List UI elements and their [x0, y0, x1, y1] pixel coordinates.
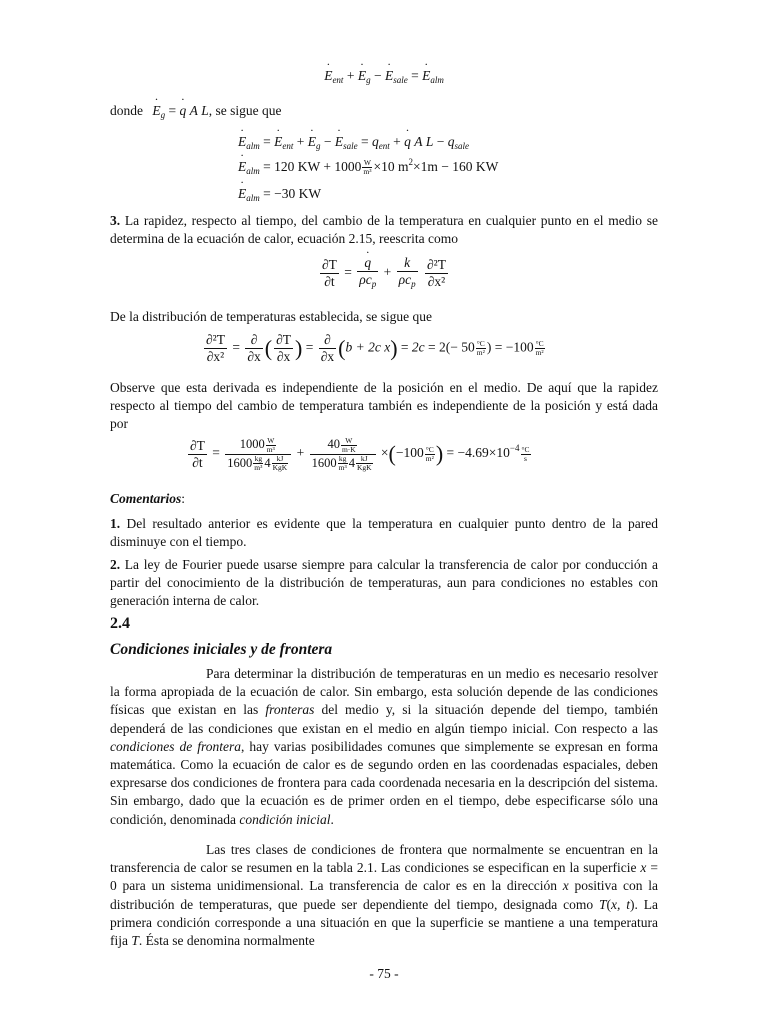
equation-alm-1: · $E_{alm}$ = · $E_{ent}$ + · $E_g$ − · $E_{sale} = q_{ent}$ + · q A $L - q_{sale}$: [238, 134, 469, 151]
comment-2: 2. La ley de Fourier puede usarse siempre para calcular la transferencia de calor por conducción a partir del conocimiento de la distribución de temperaturas, aun para condiciones no estables con generación interna de calor.: [110, 557, 658, 609]
section-title: Condiciones iniciales y de frontera: [110, 641, 333, 658]
equation-second-derivative: $\frac{\text{∂²T}}{\text{∂x²}}$ = $\frac{\partial}{\partial x}$ ( $\frac{\partial T}{\partial x}$ ) = $\frac{\partial}{\partial x}$ (b + 2c x) = 2c = 2(− 50 $\frac{^\circ C}{\text{m²}}$ ) = −100 $\frac{^\circ C}{\text{m²}}$: [206, 332, 544, 364]
paragraph-conditions-1: Para determinar la distribución de temperaturas en un medio es necesario resolver la forma apropiada de la ecuación de calor. Sin embargo, esta solución depende de las condiciones físicas que existan en las fronteras del medio y, si la situación depende del tiempo, también dependerá de las condiciones que existan en el medio en algún tiempo inicial. Con respecto a las condiciones de frontera, hay varias posibilidades comunes que simplemente se expresan en forma matemática. Como la ecuación de calor es de segundo orden en las coordenadas espaciales, deben expresarse dos condiciones de frontera para cada coordenada necesaria en la descripción del sistema. Sin embargo, dado que la ecuación es de primer orden en el tiempo, debe especificarse sólo una condición, denominada condición inicial.: [110, 666, 658, 827]
paragraph-distribution: De la distribución de temperaturas establecida, se sigue que: [110, 309, 433, 324]
comments-heading: Comentarios:: [110, 491, 186, 506]
equation-heat: $\frac{\partial T}{\partial t}$ = · $\frac{q}{\rho c_p}$ + $\frac{k}{\rho c_p}$ $\frac{\text{∂²T}}{\text{∂x²}}$: [110, 255, 658, 292]
equation-rate: $\frac{\partial T}{\partial t}$ = 1000 $\frac{W}{\text{m³}}$ 1600 $\frac{kg}{\text{m³}}$ 4 kJ KgK + 40 $\frac{W}{m\cdot K}$ 1600 $\frac{kg}{\text{m³}}$ 4 kJ KgK ×(−100 $\frac{^\circ C}{\text{m²}}$ ) = $-4.69\times 10^{-4}$ $\frac{^\circ C}{s}$: [190, 435, 530, 473]
paragraph-conditions-2: Las tres clases de condiciones de frontera que normalmente se encuentran en la transferencia de calor se resumen en la tabla 2.1. Las condiciones se especifican en la superficie x = 0 para un sistema unidimensional. La transferencia de calor es en la dirección x positiva con la distribución de temperaturas, que puede ser dependiente del tiempo, designada como T(x, t). La primera condición corresponde a una situación en que la superficie se mantiene a una temperatura fija T. Ésta se denomina normalmente: [110, 842, 659, 949]
equation-alm-2: · $E_{alm} = 120$ KW + 1000 $\frac{W}{\text{m³}}$ ×10 $m^2\times 1m - 160$ KW: [238, 157, 498, 176]
paragraph-3: 3. La rapidez, respecto al tiempo, del cambio de la temperatura en cualquier punto en el medio se determina de la ecuación de calor, ecuación 2.15, reescrita como: [110, 213, 658, 247]
section-number: 2.4: [110, 615, 130, 632]
line-donde: donde · $E_g$ = · q A L, se sigue que: [110, 103, 282, 120]
comment-1: 1. Del resultado anterior es evidente que la temperatura en cualquier punto dentro de la pared disminuye con el tiempo.: [110, 516, 658, 550]
equation-alm-3: · $E_{alm} = -30$ KW: [238, 186, 321, 203]
equation-energy-balance: · $E_{ent}$ + · $E_g$ − · $E_{sale}$ = · $E_{alm}$: [110, 68, 658, 85]
page-number: - 75 -: [369, 966, 399, 981]
document-page: [110, 0, 658, 1024]
paragraph-observe: Observe que esta derivada es independiente de la posición en el medio. De aquí que la rapidez respecto al tiempo del cambio de temperatura también es independiente de la posición y está dada por: [110, 380, 658, 432]
